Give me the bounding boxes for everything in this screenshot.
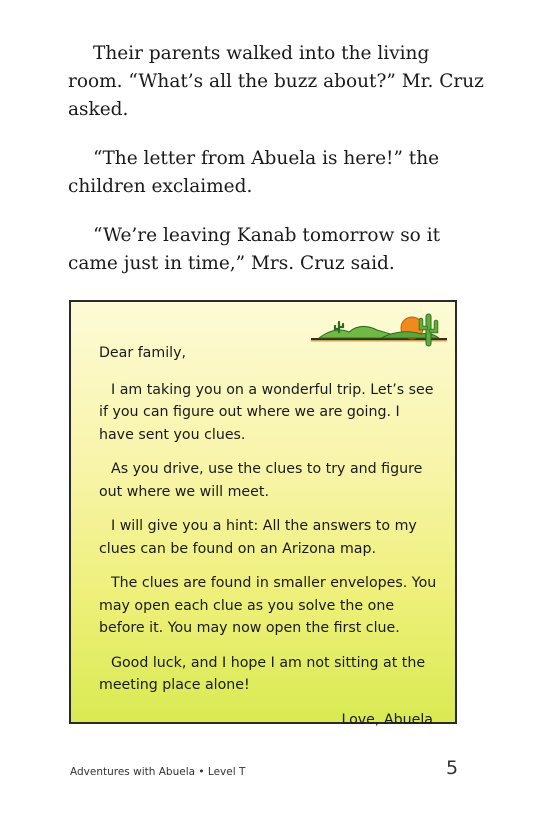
- letter-body: [99, 342, 437, 743]
- letter-paragraph: I will give you a hint: All the answers to my clues can be found on an Arizona map.: [99, 518, 417, 557]
- letter-paragraph: I am taking you on a wonderful trip. Let’s see if you can figure out where we are going. I have sent you clues.: [99, 381, 434, 443]
- letter-closing: Love, Abuela: [341, 711, 433, 728]
- letter-paragraph: As you drive, use the clues to try and figure out where we will meet.: [99, 461, 423, 500]
- story-paragraph: Their parents walked into the living room. “What’s all the buzz about?” Mr. Cruz asked.: [68, 43, 484, 120]
- letter-salutation: Dear family,: [99, 345, 186, 361]
- letter-box: [69, 300, 457, 728]
- book-title-footer: Adventures with Abuela • Level T: [70, 766, 246, 778]
- story-paragraph: “We’re leaving Kanab tomorrow so it came just in time,” Mrs. Cruz said.: [68, 225, 441, 274]
- letter-paragraph: Good luck, and I hope I am not sitting at the meeting place alone!: [99, 654, 426, 693]
- story-paragraph: “The letter from Abuela is here!” the children exclaimed.: [68, 148, 440, 197]
- letter-paragraph: The clues are found in smaller envelopes. You may open each clue as you solve the one before it. You may now open the first clue.: [99, 575, 437, 636]
- page-number: 5: [446, 757, 459, 779]
